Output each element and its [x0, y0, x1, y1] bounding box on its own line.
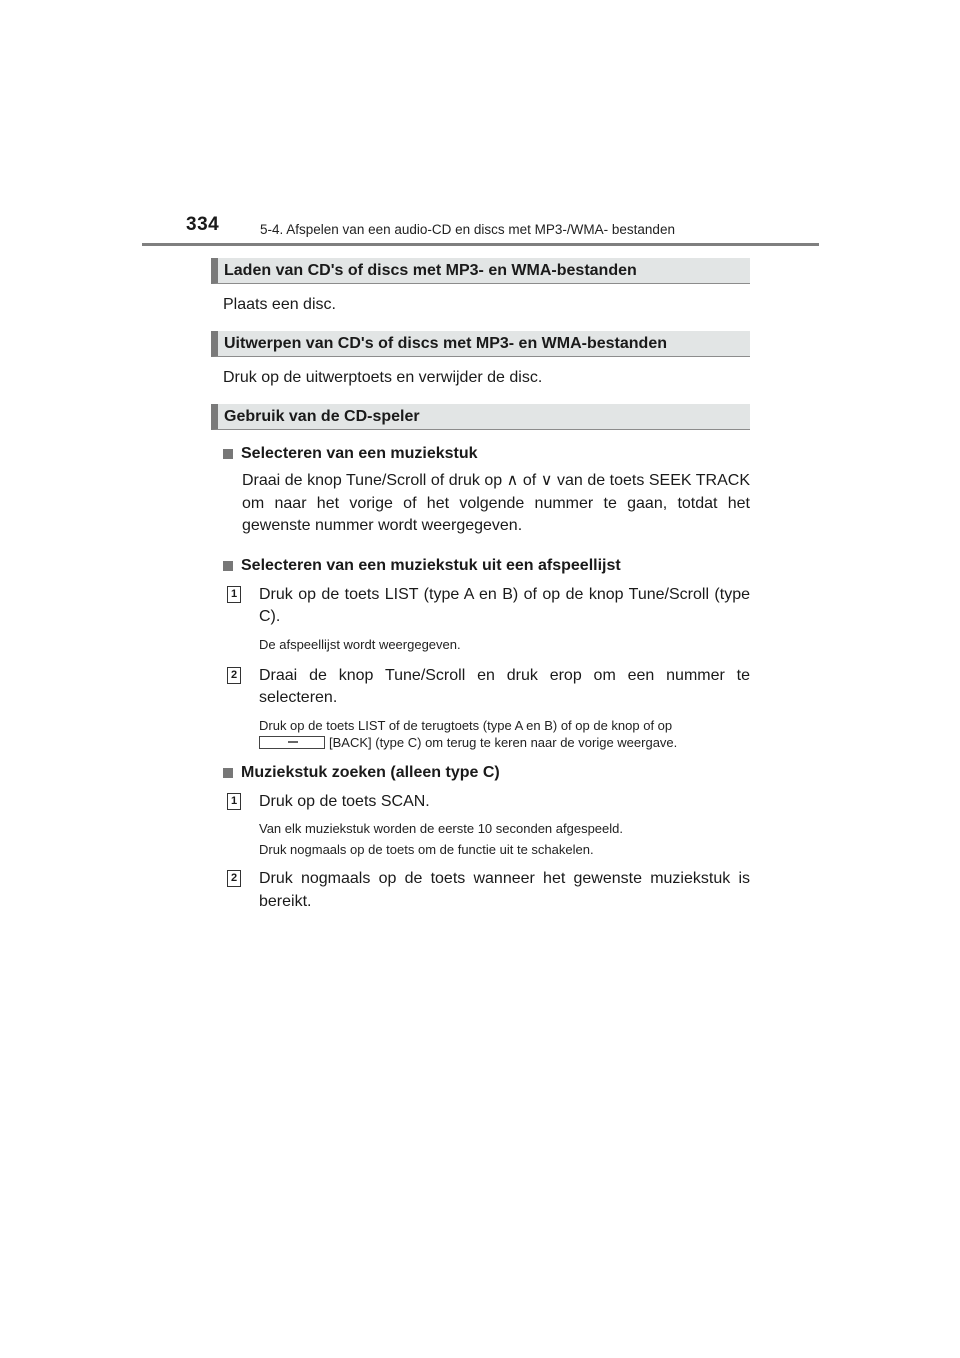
step-note: Van elk muziekstuk worden de eerste 10 seconden afgespeeld. [259, 821, 623, 836]
subheading-search [223, 763, 750, 783]
step-item [230, 584, 750, 653]
subheading-select-track-label: Selecteren van een muziekstuk [241, 445, 478, 462]
section-heading-load: Laden van CD's of discs met MP3- en WMA-bestanden [211, 258, 750, 284]
step-note-text: [BACK] (type C) om terug te keren naar de vorige weergave. [329, 734, 678, 750]
square-bullet-icon [223, 561, 233, 571]
subheading-select-from-list [223, 556, 750, 576]
section-heading-eject: Uitwerpen van CD's of discs met MP3- en WMA-bestanden [211, 331, 750, 357]
running-header: 5-4. Afspelen van een audio-CD en discs met MP3-/WMA- bestanden [260, 222, 675, 237]
square-bullet-icon [223, 449, 233, 459]
step-note-line [259, 734, 750, 751]
section-heading-usage: Gebruik van de CD-speler [211, 404, 750, 430]
eject-instruction: Druk op de uitwerptoets en verwijder de disc. [223, 369, 543, 386]
header-rule [142, 243, 819, 246]
step-text: Druk op de toets LIST (type A en B) of op de knop Tune/Scroll (type C). [259, 585, 750, 625]
subheading-select-from-list-label: Selecteren van een muziekstuk uit een afspeellijst [241, 556, 621, 574]
step-text: Druk op de toets SCAN. [259, 792, 430, 810]
step-item [230, 665, 750, 751]
back-button-icon [259, 736, 325, 749]
page-content [211, 258, 750, 913]
step-note: De afspeellijst wordt weergegeven. [259, 636, 461, 652]
step-item [230, 791, 750, 859]
step-number: 1 [227, 586, 241, 603]
subheading-search-label: Muziekstuk zoeken (alleen type C) [241, 763, 500, 781]
step-text: Draai de knop Tune/Scroll en druk erop om een nummer te selecteren. [259, 666, 750, 706]
step-number: 1 [227, 793, 241, 810]
step-item [230, 868, 750, 913]
load-instruction: Plaats een disc. [223, 296, 336, 313]
step-note: Druk nogmaals op de toets om de functie uit te schakelen. [259, 842, 594, 857]
select-track-text: Draai de knop Tune/Scroll of druk op ∧ of ∨ van de toets SEEK TRACK om naar het vorige of het volgende nummer te gaan, totdat het gewenste nummer wordt weergegeven. [242, 472, 750, 534]
step-note-line: Druk op de toets LIST of de terugtoets (type A en B) of op de knop of op [259, 717, 673, 733]
step-text: Druk nogmaals op de toets wanneer het gewenste muziekstuk is bereikt. [259, 870, 750, 910]
step-number: 2 [227, 870, 241, 887]
square-bullet-icon [223, 768, 233, 778]
subheading-select-track [223, 444, 750, 464]
page-number: 334 [186, 214, 220, 235]
step-number: 2 [227, 667, 241, 684]
step-note [259, 717, 750, 751]
